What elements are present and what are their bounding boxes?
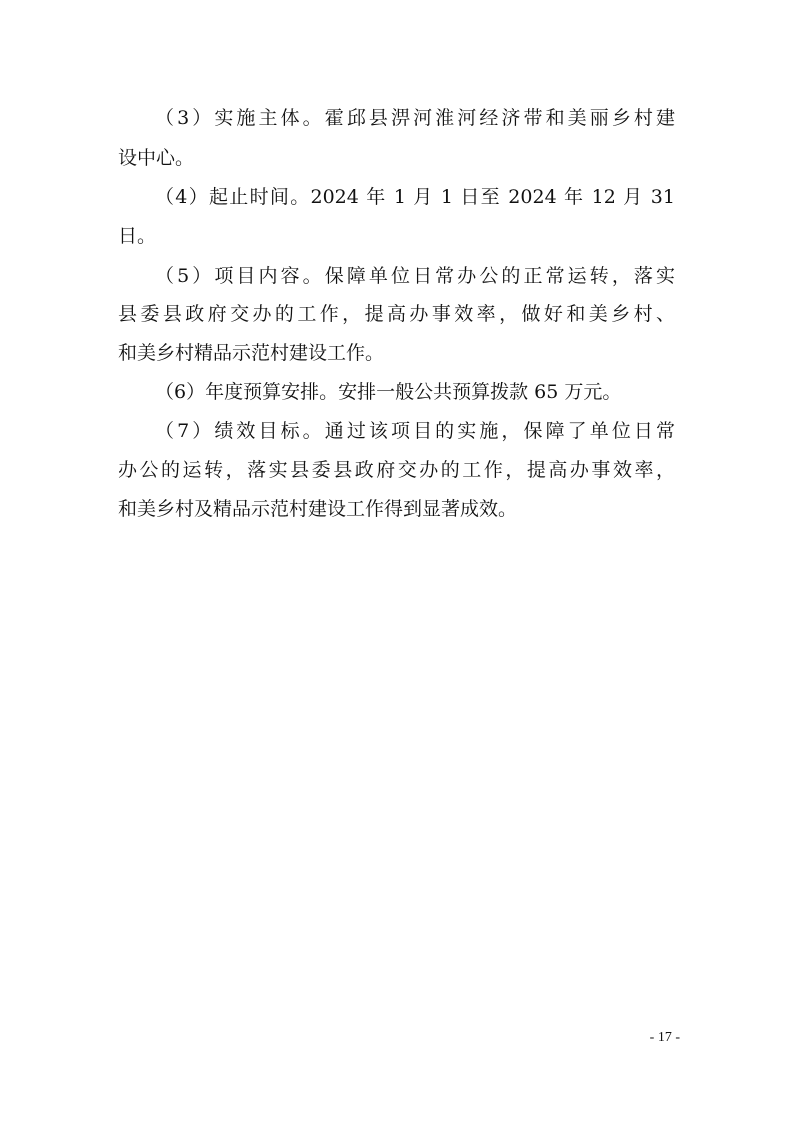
- paragraph-7-line-2: [0, 454, 793, 486]
- text-line: （4）起止时间。2024 年 1 月 1 日至 2024 年 12 月 31: [155, 186, 675, 208]
- paragraph-7-line-1: [0, 415, 793, 447]
- paragraph-5-line-2: [0, 298, 793, 330]
- text-line: （3）实施主体。霍邱县淠河淮河经济带和美丽乡村建: [155, 107, 675, 129]
- text-line: 和美乡村及精品示范村建设工作得到显著成效。: [118, 498, 518, 520]
- paragraph-4-line-2: [0, 220, 793, 252]
- text-line: （6）年度预算安排。安排一般公共预算拨款 65 万元。: [155, 381, 622, 403]
- text-line: 办公的运转，落实县委县政府交办的工作，提高办事效率，: [118, 459, 675, 481]
- paragraph-7-line-3: [0, 493, 793, 525]
- page-number: - 17 -: [649, 1030, 680, 1045]
- text-line: （5）项目内容。保障单位日常办公的正常运转，落实: [155, 265, 675, 287]
- text-line: 设中心。: [118, 147, 195, 169]
- text-line: 日。: [118, 225, 157, 247]
- text-line: （7）绩效目标。通过该项目的实施，保障了单位日常: [155, 420, 675, 442]
- paragraph-5-line-1: [0, 260, 793, 292]
- paragraph-3-line-1: [0, 102, 793, 134]
- text-line: 和美乡村精品示范村建设工作。: [118, 342, 385, 364]
- paragraph-3-line-2: [0, 142, 793, 174]
- paragraph-6-line-1: [0, 376, 793, 408]
- paragraph-4-line-1: [0, 181, 793, 213]
- paragraph-5-line-3: [0, 337, 793, 369]
- text-line: 县委县政府交办的工作，提高办事效率，做好和美乡村、: [118, 303, 675, 325]
